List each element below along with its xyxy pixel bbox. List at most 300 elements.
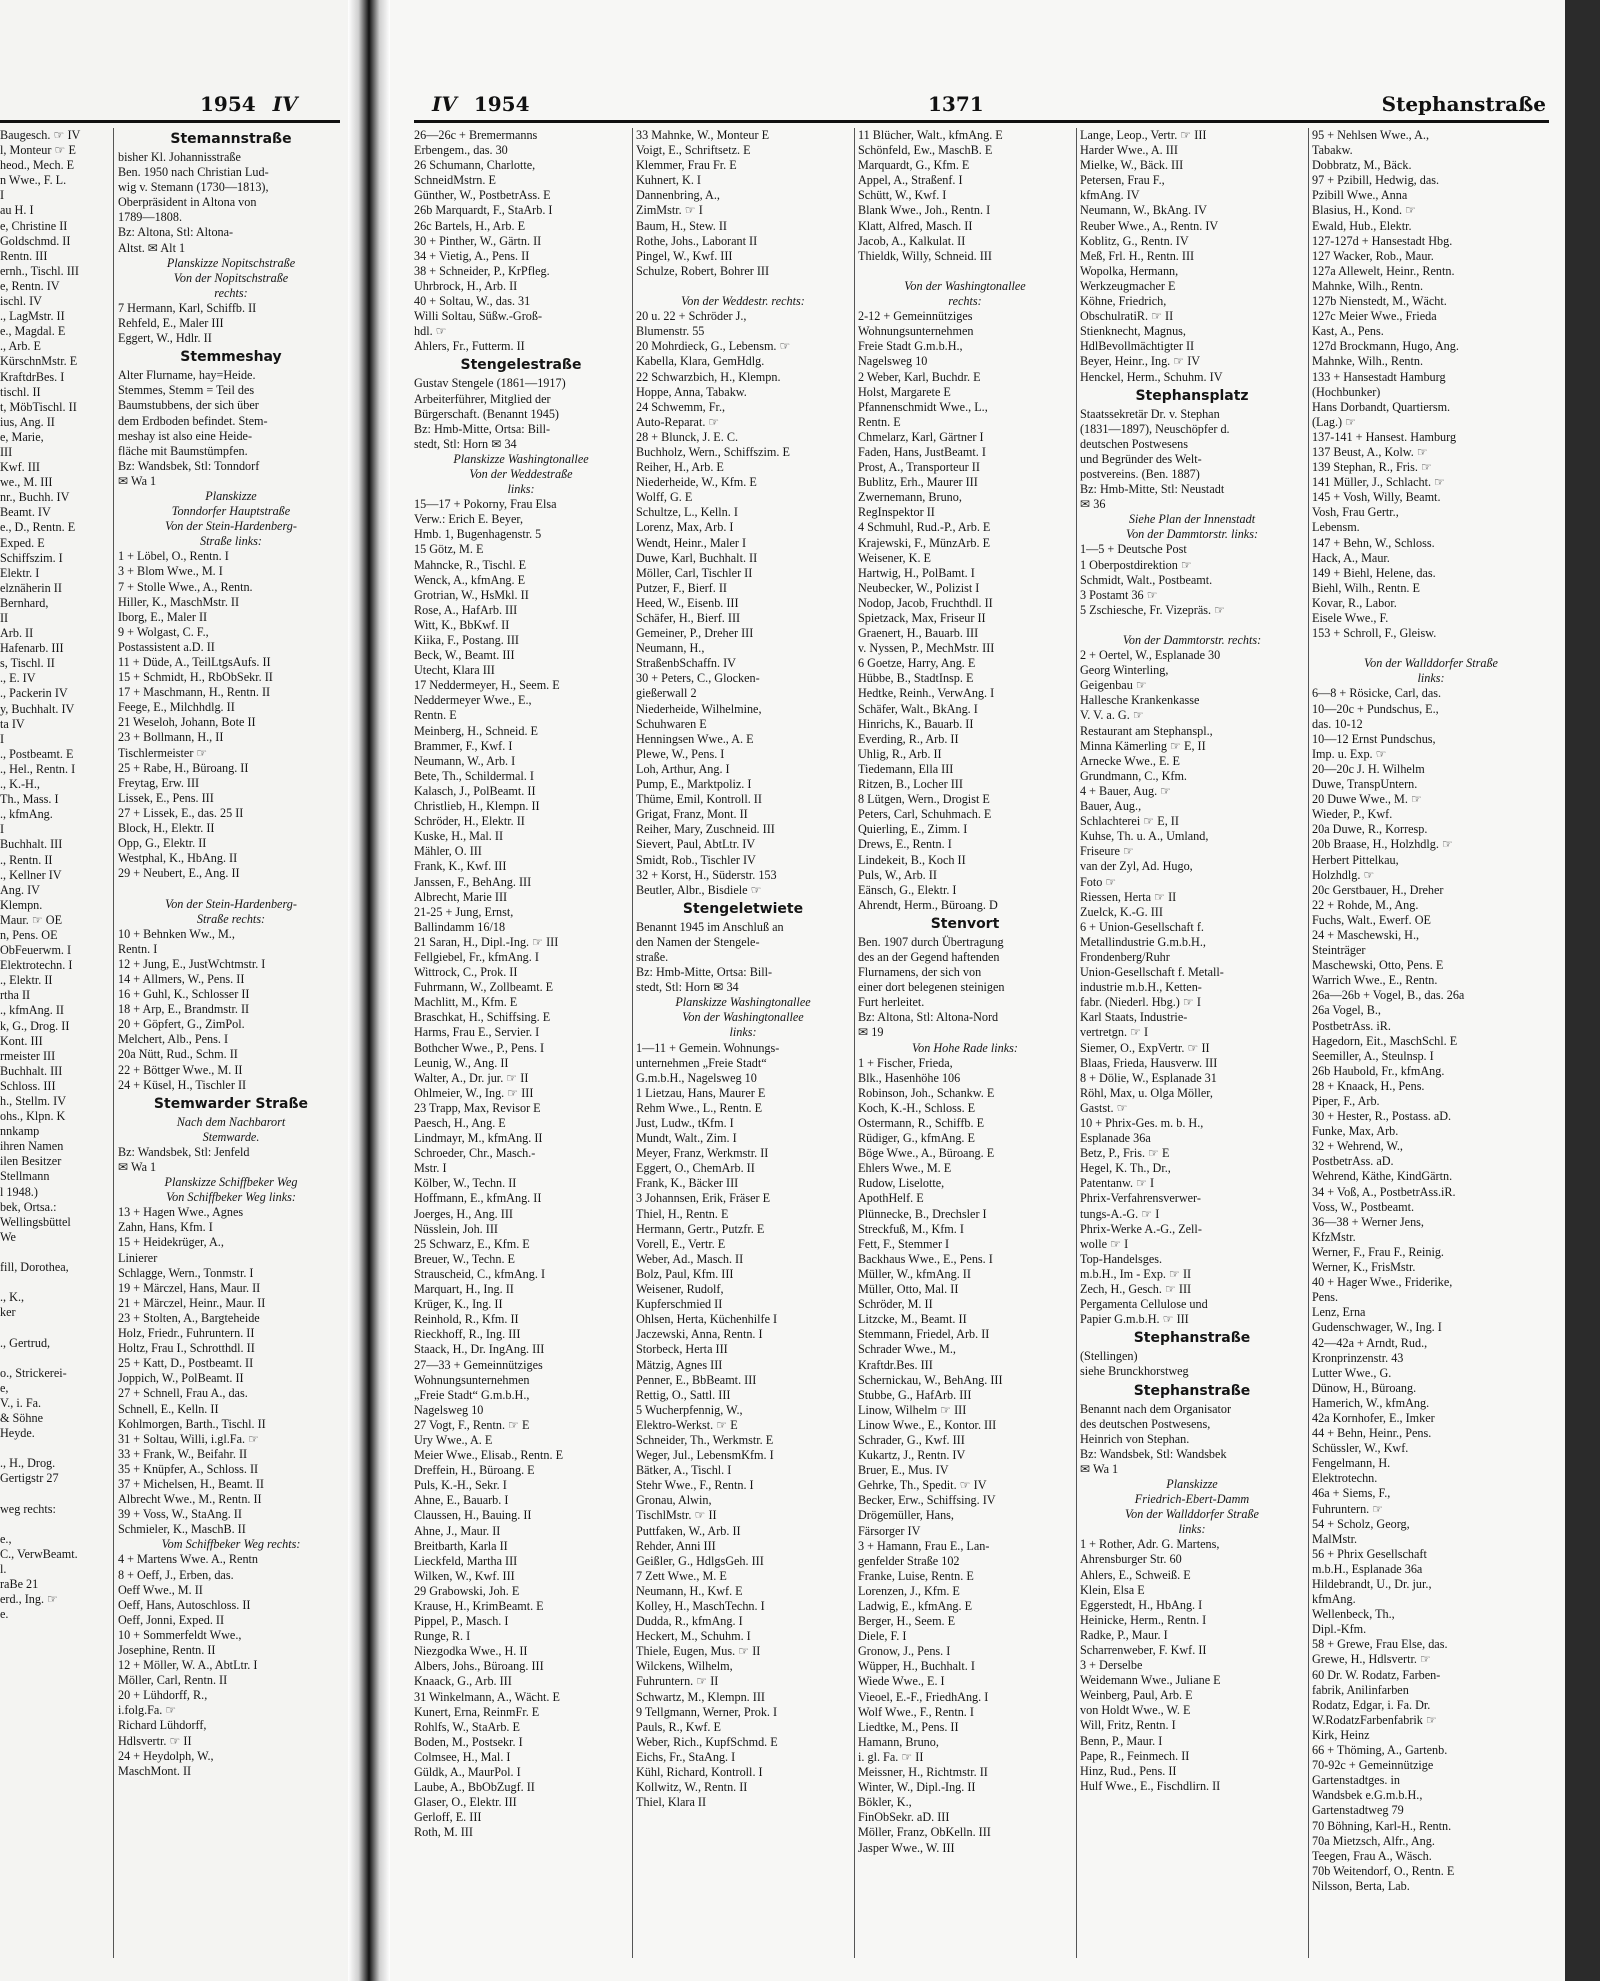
directory-entry: 15 Götz, M. E xyxy=(414,542,484,557)
directory-entry: StraßenbSchaffn. IV xyxy=(636,656,736,671)
directory-entry xyxy=(1080,618,1304,633)
directory-entry: Karl Staats, Industrie- xyxy=(1080,1010,1188,1025)
directory-entry: ., Hel., Rentn. I xyxy=(0,761,76,776)
section-note: rechts: xyxy=(214,285,248,300)
directory-entry: Dipl.-Kfm. xyxy=(1312,1622,1367,1637)
directory-entry: kfmAng. IV xyxy=(1080,188,1140,203)
directory-entry: 42a Kornhofer, E., Imker xyxy=(1312,1410,1435,1425)
directory-entry: Beamt. IV xyxy=(0,505,51,520)
directory-entry: Hans Dorbandt, Quartiersm. xyxy=(1312,399,1451,414)
directory-entry: 13 + Hagen Wwe., Agnes xyxy=(118,1205,244,1220)
directory-entry: n Wwe., F. L. xyxy=(0,173,67,188)
directory-entry: Jacob, A., Kalkulat. II xyxy=(858,233,966,248)
directory-entry: Dannenbring, A., xyxy=(636,188,720,203)
directory-entry: (Stellingen) xyxy=(1080,1349,1138,1364)
directory-entry: e., Magdal. E xyxy=(0,324,66,339)
street-heading: Stephanstraße xyxy=(1133,1330,1251,1347)
directory-entry: Schuhwaren E xyxy=(636,716,707,731)
directory-entry: PostbetrAss. aD. xyxy=(1312,1154,1394,1169)
directory-entry: 23 + Stolten, A., Bargteheide xyxy=(118,1310,260,1325)
directory-entry: 66 + Thöming, A., Gartenb. xyxy=(1312,1743,1448,1758)
directory-entry: ., Rentn. II xyxy=(0,852,53,867)
directory-entry: Schrader Wwe., M., xyxy=(858,1342,956,1357)
section-note: Von der Weddestr. rechts: xyxy=(681,294,805,309)
directory-entry: Hack, A., Maur. xyxy=(1312,550,1390,565)
directory-entry: Quierling, E., Zimm. I xyxy=(858,822,968,837)
directory-entry: Blk., Hasenhöhe 106 xyxy=(858,1070,961,1085)
directory-entry: 1 Oberpostdirektion ☞ xyxy=(1080,557,1192,572)
page-number: 1371 xyxy=(928,92,984,116)
directory-entry: Arb. II xyxy=(0,626,34,641)
directory-entry: tischl. II xyxy=(0,384,41,399)
directory-entry: Grigat, Franz, Mont. II xyxy=(636,807,748,822)
directory-entry: 127-127d + Hansestadt Hbg. xyxy=(1312,233,1453,248)
directory-entry: Kovar, R., Labor. xyxy=(1312,595,1397,610)
column-divider-3 xyxy=(1076,128,1077,1958)
directory-entry: 1 + Fischer, Frieda, xyxy=(858,1055,953,1070)
directory-entry: Marquardt, G., Kfm. E xyxy=(858,158,970,173)
directory-entry: Hartwig, H., PolBamt. I xyxy=(858,565,975,580)
directory-entry: Stienknecht, Magnus, xyxy=(1080,324,1186,339)
directory-entry: Gudenschwager, W., Ing. I xyxy=(1312,1320,1442,1335)
directory-entry: 39 + Voss, W., StaAng. II xyxy=(118,1507,242,1522)
directory-entry: III xyxy=(0,444,13,459)
street-heading: Stenvort xyxy=(930,915,1000,932)
directory-entry: Wendt, Heinr., Maler I xyxy=(636,535,747,550)
directory-entry: Feege, E., Milchhdlg. II xyxy=(118,700,235,715)
directory-entry: Lieckfeld, Martha III xyxy=(414,1553,518,1568)
directory-entry: Schroeder, Chr., Masch.- xyxy=(414,1146,536,1161)
directory-entry: Foto ☞ xyxy=(1080,874,1117,889)
directory-entry: Grewe, H., Hdlsvertr. ☞ xyxy=(1312,1652,1431,1667)
directory-entry: Freie Stadt G.m.b.H., xyxy=(858,339,963,354)
directory-entry: 54 + Scholz, Georg, xyxy=(1312,1516,1410,1531)
directory-entry: Bz: Altona, Stl: Altona- xyxy=(118,225,234,240)
directory-entry: ZimMstr. ☞ I xyxy=(636,203,703,218)
directory-entry: ohs., Klpn. K xyxy=(0,1109,66,1124)
directory-entry: Ahne, E., Bauarb. I xyxy=(414,1493,509,1508)
directory-entry: unternehmen „Freie Stadt“ xyxy=(636,1055,767,1070)
directory-entry: Zech, H., Gesch. ☞ III xyxy=(1080,1282,1192,1297)
directory-entry: dem Erdboden befindet. Stem- xyxy=(118,413,268,428)
directory-entry: Blumenstr. 55 xyxy=(636,324,705,339)
directory-entry: Braschkat, H., Schiffsing. E xyxy=(414,1010,551,1025)
directory-entry: 7 Hermann, Karl, Schiffb. II xyxy=(118,300,257,315)
directory-entry: Hdlsvertr. ☞ II xyxy=(118,1733,192,1748)
directory-entry: ., Gertrud, xyxy=(0,1335,51,1350)
directory-entry: Holzhdlg. ☞ xyxy=(1312,867,1375,882)
directory-entry: 25 + Katt, D., Postbeamt. II xyxy=(118,1356,254,1371)
directory-entry: 20 + Lühdorff, R., xyxy=(118,1688,208,1703)
directory-entry: Benannt 1945 im Anschluß an xyxy=(636,919,784,934)
directory-entry: Reiher, H., Arb. E xyxy=(636,460,724,475)
section-note: links: xyxy=(507,482,535,497)
directory-entry: Reuber Wwe., A., Rentn. IV xyxy=(1080,218,1219,233)
directory-entry: den Namen der Stengele- xyxy=(636,934,760,949)
directory-entry: bek, Ortsa.: xyxy=(0,1199,57,1214)
directory-entry: Schneider, Th., Werkmstr. E xyxy=(636,1432,774,1447)
directory-entry: Kast, A., Pens. xyxy=(1312,324,1384,339)
directory-entry: Stemmes, Stemm = Teil des xyxy=(118,383,255,398)
directory-entry: e., xyxy=(0,1531,12,1546)
directory-entry: 141 Müller, J., Schlacht. ☞ xyxy=(1312,475,1445,490)
directory-entry: We xyxy=(0,1229,16,1244)
directory-entry: Henckel, Herm., Schuhm. IV xyxy=(1080,369,1223,384)
directory-entry: Maschewski, Otto, Pens. E xyxy=(1312,958,1444,973)
directory-entry: Bernhard, xyxy=(0,595,49,610)
directory-entry: Klatt, Alfred, Masch. II xyxy=(858,218,973,233)
directory-entry: Mstr. I xyxy=(414,1161,447,1176)
directory-entry: Liedtke, M., Pens. II xyxy=(858,1719,959,1734)
directory-entry: Weinberg, Paul, Arb. E xyxy=(1080,1688,1193,1703)
directory-entry: Rieckhoff, R., Ing. III xyxy=(414,1327,521,1342)
directory-entry: Funke, Max, Arb. xyxy=(1312,1124,1399,1139)
directory-entry: ✉ 19 xyxy=(858,1025,884,1040)
directory-entry: hdl. ☞ xyxy=(414,324,447,339)
directory-entry: ., kfmAng. II xyxy=(0,1003,64,1018)
directory-entry: Radke, P., Maur. I xyxy=(1080,1627,1168,1642)
directory-entry: Benannt nach dem Organisator xyxy=(1080,1401,1232,1416)
directory-entry: HdlBevollmächtigter II xyxy=(1080,339,1195,354)
directory-entry: 95 + Nehlsen Wwe., A., xyxy=(1312,128,1429,142)
right-column-1 xyxy=(414,128,628,1958)
directory-entry: Weisener, Rudolf, xyxy=(636,1282,724,1297)
section-note: Planskizze Washingtonallee xyxy=(675,995,811,1010)
directory-entry: fläche mit Baumstümpfen. xyxy=(118,443,248,458)
directory-entry: Dudda, R., kfmAng. I xyxy=(636,1614,743,1629)
directory-entry: e, Rentn. IV xyxy=(0,278,60,293)
directory-entry: Rentn. E xyxy=(858,414,901,429)
directory-entry: Diele, F. I xyxy=(858,1629,907,1644)
directory-entry: Kraftdr.Bes. III xyxy=(858,1357,933,1372)
directory-entry: Betz, P., Fris. ☞ E xyxy=(1080,1146,1170,1161)
directory-entry: 42—42a + Arndt, Rud., xyxy=(1312,1335,1428,1350)
directory-entry: Georg Winterling, xyxy=(1080,663,1169,678)
directory-entry: t, MöbTischl. II xyxy=(0,399,77,414)
directory-entry: 19 + Märczel, Hans, Maur. II xyxy=(118,1280,261,1295)
directory-entry: 4 Schmuhl, Rud.-P., Arb. E xyxy=(858,520,991,535)
directory-entry: 46a + Siems, F., xyxy=(1312,1486,1391,1501)
directory-entry: Freytag, Erw. III xyxy=(118,775,200,790)
directory-entry: Albrecht, Marie III xyxy=(414,889,508,904)
directory-entry: des an der Gegend haftenden xyxy=(858,949,1000,964)
directory-entry: 1—5 + Deutsche Post xyxy=(1080,542,1187,557)
directory-entry: Werkzeugmacher E xyxy=(1080,278,1176,293)
directory-entry: Bauer, Aug., xyxy=(1080,799,1142,814)
directory-entry: Imp. u. Exp. ☞ xyxy=(1312,746,1387,761)
directory-entry: Ohlmeier, W., Ing. ☞ III xyxy=(414,1085,534,1100)
directory-entry: 60 Dr. W. Rodatz, Farben- xyxy=(1312,1667,1441,1682)
directory-entry xyxy=(0,1351,108,1366)
directory-entry: Kuske, H., Mal. II xyxy=(414,829,504,844)
directory-entry: i.folg.Fa. ☞ xyxy=(118,1703,177,1718)
directory-entry: 26c Bartels, H., Arb. E xyxy=(414,218,526,233)
directory-entry: Everding, R., Arb. II xyxy=(858,731,959,746)
directory-entry: Eisele Wwe., F. xyxy=(1312,611,1389,625)
section-note: Straße rechts: xyxy=(196,911,266,926)
directory-entry: 31 Winkelmann, A., Wächt. E xyxy=(414,1689,560,1704)
directory-entry: Frank, K., Bäcker III xyxy=(636,1176,739,1191)
directory-entry: 27 Vogt, F., Rentn. ☞ E xyxy=(414,1417,530,1432)
directory-entry: 137-141 + Hansest. Hamburg xyxy=(1312,429,1457,444)
directory-entry: Hmb. 1, Bugenhagenstr. 5 xyxy=(414,527,542,542)
directory-entry: Staatssekretär Dr. v. Stephan xyxy=(1080,406,1220,421)
directory-entry: Weger, Jul., LebensmKfm. I xyxy=(636,1448,774,1463)
directory-entry: Mielke, W., Bäck. III xyxy=(1080,158,1184,173)
directory-entry: Glaser, O., Elektr. III xyxy=(414,1795,517,1810)
directory-entry: Stubbe, G., HafArb. III xyxy=(858,1387,972,1402)
directory-entry: ., Kellner IV xyxy=(0,867,62,882)
directory-entry: 30 + Pinther, W., Gärtn. II xyxy=(414,233,542,248)
directory-entry: Lorenz, Max, Arb. I xyxy=(636,520,734,535)
running-title: Stephanstraße xyxy=(1381,92,1546,116)
directory-entry: fabr. (Niederl. Hbg.) ☞ I xyxy=(1080,995,1201,1010)
directory-entry: Riessen, Herta ☞ II xyxy=(1080,889,1177,904)
directory-entry: G.m.b.H., Nagelsweg 10 xyxy=(636,1070,757,1085)
directory-entry: Becker, Erw., Schiffsing. IV xyxy=(858,1493,996,1508)
directory-entry: au H. I xyxy=(0,203,34,218)
directory-entry: Fuhrmann, W., Zollbeamt. E xyxy=(414,980,554,995)
directory-entry: 25 Schwarz, E., Kfm. E xyxy=(414,1236,530,1251)
directory-entry: Gerloff, E. III xyxy=(414,1810,482,1825)
directory-entry: m.b.H., Esplanade 36a xyxy=(1312,1561,1423,1576)
directory-entry xyxy=(0,1320,108,1335)
directory-entry: Peters, Carl, Schuhmach. E xyxy=(858,807,992,822)
directory-entry: 33 Mahnke, W., Monteur E xyxy=(636,128,770,142)
directory-entry: Weber, Ad., Masch. II xyxy=(636,1251,744,1266)
left-header-rule xyxy=(0,120,340,123)
directory-entry: (Hochbunker) xyxy=(1312,384,1381,399)
directory-entry: Furt herleitet. xyxy=(858,995,925,1010)
directory-entry: 26 Schumann, Charlotte, xyxy=(414,158,536,173)
directory-entry: Putzer, F., Bierf. II xyxy=(636,580,727,595)
directory-entry: Gertigstr 27 xyxy=(0,1471,59,1486)
directory-entry: Mahnke, Wilh., Rentn. xyxy=(1312,354,1423,369)
section-note: rechts: xyxy=(948,294,982,309)
directory-entry: Rettig, O., Sattl. III xyxy=(636,1387,731,1402)
right-column-4 xyxy=(1080,128,1304,1958)
directory-entry: Breuer, W., Techn. E xyxy=(414,1251,515,1266)
directory-entry: Henningsen Wwe., A. E xyxy=(636,731,754,746)
right-column-3 xyxy=(858,128,1072,1958)
directory-entry: ius, Ang. II xyxy=(0,414,55,429)
directory-entry: Rodatz, Edgar, i. Fa. Dr. xyxy=(1312,1697,1431,1712)
directory-entry: Pfannenschmidt Wwe., L., xyxy=(858,399,988,414)
directory-entry: Just, Ludw., tKfm. I xyxy=(636,1116,734,1130)
directory-entry: l. xyxy=(0,1561,7,1576)
directory-entry: 70 Böhning, Karl-H., Rentn. xyxy=(1312,1818,1452,1833)
directory-entry: Prost, A., Transporteur II xyxy=(858,460,980,475)
directory-entry: Meß, Frl. H., Rentn. III xyxy=(1080,248,1195,263)
directory-entry: PostbetrAss. iR. xyxy=(1312,1018,1391,1033)
section-note: Planskizze Schiffbeker Weg xyxy=(164,1175,298,1190)
directory-entry: Fett, F., Stemmer I xyxy=(858,1236,950,1251)
directory-entry: genfelder Straße 102 xyxy=(858,1553,960,1568)
directory-entry: 1—11 + Gemein. Wohnungs- xyxy=(636,1040,780,1055)
directory-entry: Wenck, A., kfmAng. E xyxy=(414,572,526,587)
directory-entry: Möller, Carl, Rentn. II xyxy=(118,1673,228,1688)
directory-entry: Stehr Wwe., F., Rentn. I xyxy=(636,1478,754,1493)
directory-entry: Mundt, Walt., Zim. I xyxy=(636,1131,737,1146)
directory-entry: 44 + Behn, Heinr., Pens. xyxy=(1312,1426,1432,1441)
directory-entry: 23 + Bollmann, H., II xyxy=(118,730,224,745)
directory-entry: Kirk, Heinz xyxy=(1312,1727,1370,1742)
directory-entry: Fengelmann, H. xyxy=(1312,1456,1391,1471)
directory-entry: 70a Mietzsch, Alfr., Ang. xyxy=(1312,1833,1435,1848)
directory-entry: wolle ☞ I xyxy=(1080,1236,1129,1251)
directory-entry: 10—12 Ernst Pundschus, xyxy=(1312,731,1436,746)
directory-entry: Postassistent a.D. II xyxy=(118,639,215,654)
directory-entry: V. V. a. G. ☞ xyxy=(1080,708,1144,723)
directory-entry: Bz: Wandsbek, Stl: Wandsbek xyxy=(1080,1446,1227,1461)
directory-entry: Wandsbek e.G.m.b.H., xyxy=(1312,1788,1423,1803)
directory-entry: Stemmann, Friedel, Arb. II xyxy=(858,1327,990,1342)
directory-entry: (1831—1897), Neuschöpfer d. xyxy=(1080,421,1230,436)
section-note: Von der Weddestraße xyxy=(469,466,573,481)
street-heading: Stengeletwiete xyxy=(682,900,804,917)
directory-entry: Neumann, W., BkAng. IV xyxy=(1080,203,1207,218)
directory-entry: Linierer xyxy=(118,1250,158,1265)
directory-entry: Hulf Wwe., E., Fischdlirn. II xyxy=(1080,1778,1221,1793)
directory-entry: Kiika, F., Postang. III xyxy=(414,633,519,647)
directory-entry: Gronau, Alwin, xyxy=(636,1493,712,1508)
section-note: Von der Wallddorfer Straße xyxy=(1364,656,1498,671)
directory-entry: Esplanade 36a xyxy=(1080,1131,1151,1146)
directory-entry: Thiele, Eugen, Mus. ☞ II xyxy=(636,1644,761,1659)
directory-entry: 26b Marquardt, F., StaArb. I xyxy=(414,203,553,218)
directory-entry: Heinrich von Stephan. xyxy=(1080,1431,1190,1446)
directory-entry: 20—20c J. H. Wilhelm xyxy=(1312,761,1425,776)
directory-entry: 1 + Rother, Adr. G. Martens, xyxy=(1080,1537,1220,1552)
directory-entry: Loh, Arthur, Ang. I xyxy=(636,761,730,776)
directory-entry: 2-12 + Gemeinnütziges xyxy=(858,309,973,324)
directory-entry: FinObSekr. aD. III xyxy=(858,1810,950,1825)
directory-entry: m.b.H., Im - Exp. ☞ II xyxy=(1080,1266,1192,1281)
directory-entry: we., M. III xyxy=(0,475,53,490)
directory-entry xyxy=(0,1275,108,1290)
directory-entry: Ahne, J., Maur. II xyxy=(414,1523,501,1538)
directory-entry: 21 Saran, H., Dipl.-Ing. ☞ III xyxy=(414,934,559,949)
directory-entry: Benn, P., Maur. I xyxy=(1080,1733,1163,1748)
directory-entry: Machlitt, M., Kfm. E xyxy=(414,995,518,1010)
directory-entry: 15 + Schmidt, H., RbObSekr. II xyxy=(118,670,273,685)
directory-entry: Franke, Luise, Rentn. E xyxy=(858,1568,974,1583)
directory-entry: Rudow, Liselotte, xyxy=(858,1176,945,1191)
directory-entry: Hoppe, Anna, Tabakw. xyxy=(636,384,747,399)
directory-entry: TischlMstr. ☞ II xyxy=(636,1508,717,1523)
directory-entry: Wellenbeck, Th., xyxy=(1312,1607,1395,1622)
directory-entry: Ahlers, Fr., Futterm. II xyxy=(414,339,525,354)
directory-entry: Piper, F., Arb. xyxy=(1312,1094,1380,1108)
section-note: Straße links: xyxy=(200,534,262,549)
directory-entry: Müller, W., kfmAng. II xyxy=(858,1266,971,1281)
directory-entry: 70-92c + Gemeinnützige xyxy=(1312,1758,1434,1773)
directory-entry: 11 Blücher, Walt., kfmAng. E xyxy=(858,128,1003,142)
directory-entry: 139 Stephan, R., Fris. ☞ xyxy=(1312,460,1432,475)
directory-entry: Meissner, H., Richtmstr. II xyxy=(858,1765,988,1780)
section-note: Von der Stein-Hardenberg- xyxy=(165,519,297,534)
directory-entry: 4 + Bauer, Aug. ☞ xyxy=(1080,783,1172,798)
directory-entry: 40 + Soltau, W., das. 31 xyxy=(414,294,531,309)
directory-entry: Pens. xyxy=(1312,1290,1339,1305)
directory-entry: Rüdiger, G., kfmAng. E xyxy=(858,1131,975,1146)
directory-entry: Hegel, K. Th., Dr., xyxy=(1080,1161,1171,1176)
directory-entry: Nilsson, Berta, Lab. xyxy=(1312,1878,1410,1893)
directory-entry: Blasius, H., Kond. ☞ xyxy=(1312,203,1417,218)
directory-entry: 5 Zschiesche, Fr. Vizepräs. ☞ xyxy=(1080,602,1226,617)
directory-entry: Oeff, Hans, Autoschloss. II xyxy=(118,1597,251,1612)
directory-entry: Bolz, Paul, Kfm. III xyxy=(636,1266,734,1281)
directory-entry: Boden, M., Postsekr. I xyxy=(414,1734,523,1749)
directory-entry: Niezgodka Wwe., H. II xyxy=(414,1644,528,1659)
directory-entry: Laube, A., BbObZugf. II xyxy=(414,1780,535,1795)
directory-entry: W.RodatzFarbenfabrik ☞ xyxy=(1312,1712,1437,1727)
directory-entry: Lorenzen, J., Kfm. E xyxy=(858,1583,960,1598)
directory-entry: 18 + Arp, E., Brandmstr. II xyxy=(118,1002,250,1017)
directory-entry: Plünnecke, B., Drechsler I xyxy=(858,1206,987,1221)
directory-entry: 34 + Voß, A., PostbetrAss.iR. xyxy=(1312,1184,1456,1199)
directory-entry: Patentanw. ☞ I xyxy=(1080,1176,1155,1191)
directory-entry: KfzMstr. xyxy=(1312,1229,1356,1244)
directory-entry: Dreffein, H., Büroang. E xyxy=(414,1463,535,1478)
directory-entry: Ang. IV xyxy=(0,882,40,897)
directory-entry: Joppich, W., PolBeamt. II xyxy=(118,1371,244,1386)
left-column-a xyxy=(0,128,108,1958)
directory-entry: Krause, H., KrimBeamt. E xyxy=(414,1599,544,1613)
directory-entry: Penner, E., BbBeamt. III xyxy=(636,1372,757,1387)
directory-entry: Willi Soltau, Süßw.-Groß- xyxy=(414,309,543,324)
directory-entry: Block, H., Elektr. II xyxy=(118,821,215,836)
directory-entry: Plewe, W., Pens. I xyxy=(636,746,725,761)
directory-entry: ernh., Tischl. III xyxy=(0,263,79,278)
directory-entry: Tabakw. xyxy=(1312,143,1353,158)
directory-entry: Smidt, Rob., Tischler IV xyxy=(636,852,756,867)
directory-entry: Blank Wwe., Joh., Rentn. I xyxy=(858,203,991,218)
directory-entry: Ritzen, B., Locher III xyxy=(858,777,963,792)
street-heading: Stephansplatz xyxy=(1135,387,1249,404)
section-note: Von der Dammtorstr. rechts: xyxy=(1122,633,1262,647)
directory-entry: 11 + Düde, A., TeilLtgsAufs. II xyxy=(118,655,271,669)
section-note: Planskizze xyxy=(1166,1476,1218,1491)
directory-entry: „Freie Stadt“ G.m.b.H., xyxy=(414,1387,530,1402)
directory-entry: Ostermann, R., Schiffb. E xyxy=(858,1116,985,1130)
directory-entry: i. gl. Fa. ☞ II xyxy=(858,1749,924,1764)
directory-entry: Ury Wwe., A. E xyxy=(414,1432,493,1447)
directory-entry: 9 Tellgmann, Werner, Prok. I xyxy=(636,1704,778,1719)
directory-entry: Wittrock, C., Prok. II xyxy=(414,965,518,980)
directory-entry: Ahrendt, Herm., Büroang. D xyxy=(858,897,998,912)
directory-entry: Minna Kämerling ☞ E, II xyxy=(1080,738,1206,753)
directory-entry: Kronprinzenstr. 43 xyxy=(1312,1350,1404,1365)
directory-entry: I xyxy=(0,188,5,203)
directory-entry: 21 + Märczel, Heinr., Maur. II xyxy=(118,1295,266,1310)
directory-entry: einer dort belegenen steinigen xyxy=(858,980,1005,995)
directory-entry: Heckert, M., Schuhm. I xyxy=(636,1629,751,1644)
directory-entry: 32 + Korst, H., Süderstr. 153 xyxy=(636,867,777,882)
directory-entry: Meier Wwe., Elisab., Rentn. E xyxy=(414,1448,564,1463)
directory-entry: I xyxy=(0,731,5,746)
directory-entry: (Lag.) ☞ xyxy=(1312,414,1357,429)
directory-entry: 14 + Allmers, W., Pens. II xyxy=(118,971,245,986)
directory-entry: Robinson, Joh., Schankw. E xyxy=(858,1085,995,1100)
directory-entry: 24 + Maschewski, H., xyxy=(1312,927,1420,942)
directory-entry: Pergamenta Cellulose und xyxy=(1080,1297,1208,1312)
directory-entry: Faden, Hans, JustBeamt. I xyxy=(858,444,986,459)
book-gutter xyxy=(348,0,390,1981)
directory-entry: 22 Schwarzbich, H., Klempn. xyxy=(636,369,781,384)
directory-entry: Möller, Carl, Tischler II xyxy=(636,565,753,580)
section-note: Von Schiffbeker Weg links: xyxy=(166,1190,296,1205)
